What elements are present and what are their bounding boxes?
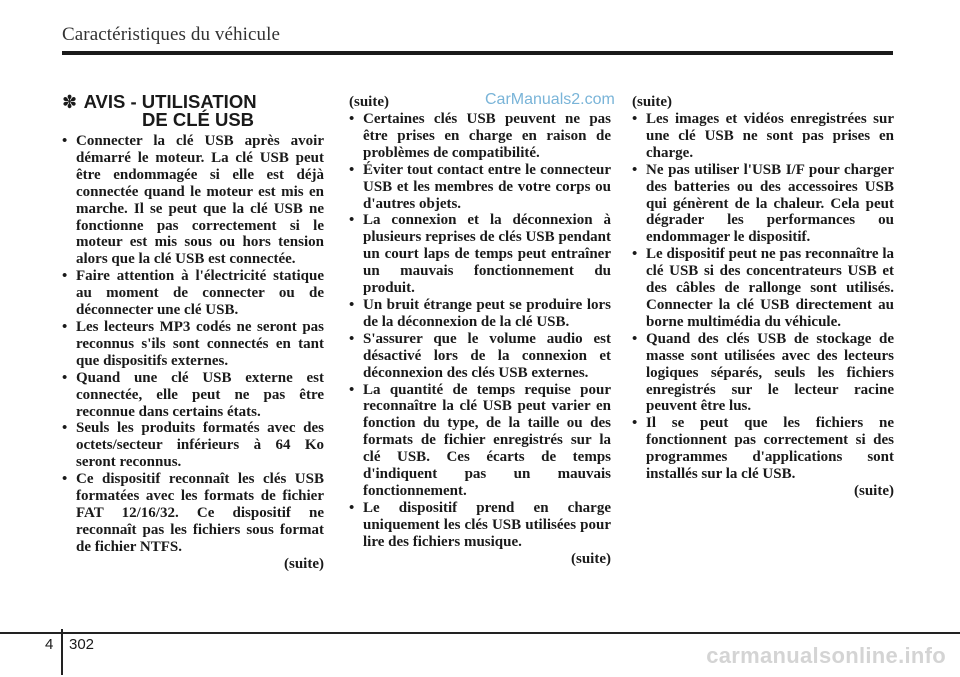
list-item: • Il se peut que les fichiers ne fonctionnent pas correctement si des programmes d'applications sont installés sur la clé USB. — [632, 415, 894, 483]
bullet-list — [632, 111, 894, 483]
list-item: • Le dispositif prend en charge uniquement les clés USB utilisées pour lire des fichiers musique. — [349, 500, 611, 551]
notice-heading-line1: AVIS - UTILISATION — [83, 91, 257, 112]
bullet-list — [62, 133, 324, 556]
column-2 — [349, 94, 611, 568]
page-header-title: Caractéristiques du véhicule — [62, 24, 281, 45]
section-number: 4 — [45, 636, 54, 653]
footer-vertical-divider — [61, 629, 63, 675]
footer-watermark: carmanualsonline.info — [706, 643, 946, 668]
bullet-list — [349, 111, 611, 551]
column-1 — [62, 93, 324, 573]
notice-heading-line2: DE CLÉ USB — [142, 109, 255, 130]
list-item: • La connexion et la déconnexion à plusieurs reprises de clés USB pendant un court laps de temps peut entraîner un mauvais fonctionnement du produit. — [349, 212, 611, 297]
list-item: • Quand des clés USB de stockage de masse sont utilisées avec des lecteurs logiques séparés, seuls les fichiers enregistrés sur le lecteur racine peuvent être lus. — [632, 331, 894, 416]
continued-label: (suite) — [571, 550, 611, 567]
list-item: • Ne pas utiliser l'USB I/F pour charger des batteries ou des accessoires USB qui génèrent de la chaleur. Cela peut dégrader les performances ou endommager le dispositif. — [632, 162, 894, 247]
footer-divider — [0, 632, 960, 634]
list-item: • Ce dispositif reconnaît les clés USB formatées avec les formats de fichier FAT 12/16/32. Ce dispositif ne reconnaît pas les fichiers sous format de fichier NTFS. — [62, 471, 324, 556]
list-item: • Éviter tout contact entre le connecteur USB et les membres de votre corps ou d'autres objets. — [349, 162, 611, 213]
page-number: 302 — [69, 636, 95, 653]
list-item: • Seuls les produits formatés avec des octets/secteur inférieurs à 64 Ko seront reconnus. — [62, 420, 324, 471]
list-item: • Les lecteurs MP3 codés ne seront pas reconnus s'ils sont connectés en tant que dispositifs externes. — [62, 319, 324, 370]
column-3 — [632, 94, 894, 500]
list-item: • Les images et vidéos enregistrées sur une clé USB ne sont pas prises en charge. — [632, 111, 894, 162]
continued-top-label: (suite) — [349, 94, 389, 110]
list-item: • Un bruit étrange peut se produire lors de la déconnexion de la clé USB. — [349, 297, 611, 331]
list-item: • S'assurer que le volume audio est désactivé lors de la connexion et déconnexion des clés USB externes. — [349, 331, 611, 382]
list-item: • Connecter la clé USB après avoir démarré le moteur. La clé USB peut être endommagée si elle est déjà connectée quand le moteur est mis en marche. Il se peut que la clé USB ne fonctionne pas correctement si le moteur est mis sous ou hors tension alors que la clé USB est connectée. — [62, 133, 324, 268]
notice-heading — [62, 93, 324, 129]
notice-star-icon: ✽ — [62, 92, 78, 112]
continued-top-label: (suite) — [632, 94, 672, 110]
watermark-text: CarManuals2.com — [485, 91, 615, 108]
continued-label: (suite) — [854, 482, 894, 499]
list-item: • Le dispositif peut ne pas reconnaître la clé USB si des concentrateurs USB et des câbles de rallonge sont utilisés. Connecter la clé USB directement au borne multimédia du véhicule. — [632, 246, 894, 331]
list-item: • Faire attention à l'électricité statique au moment de connecter ou de déconnecter une clé USB. — [62, 268, 324, 319]
continued-label: (suite) — [284, 555, 324, 572]
header-divider — [62, 51, 893, 55]
list-item: • La quantité de temps requise pour reconnaître la clé USB peut varier en fonction du type, de la taille ou des formats de fichier enregistrés sur la clé USB. Ces écarts de temps d'indiquent pas un mauvais fonctionnement. — [349, 382, 611, 500]
list-item: • Certaines clés USB peuvent ne pas être prises en charge en raison de problèmes de compatibilité. — [349, 111, 611, 162]
list-item: • Quand une clé USB externe est connectée, elle peut ne pas être reconnue dans certains états. — [62, 370, 324, 421]
